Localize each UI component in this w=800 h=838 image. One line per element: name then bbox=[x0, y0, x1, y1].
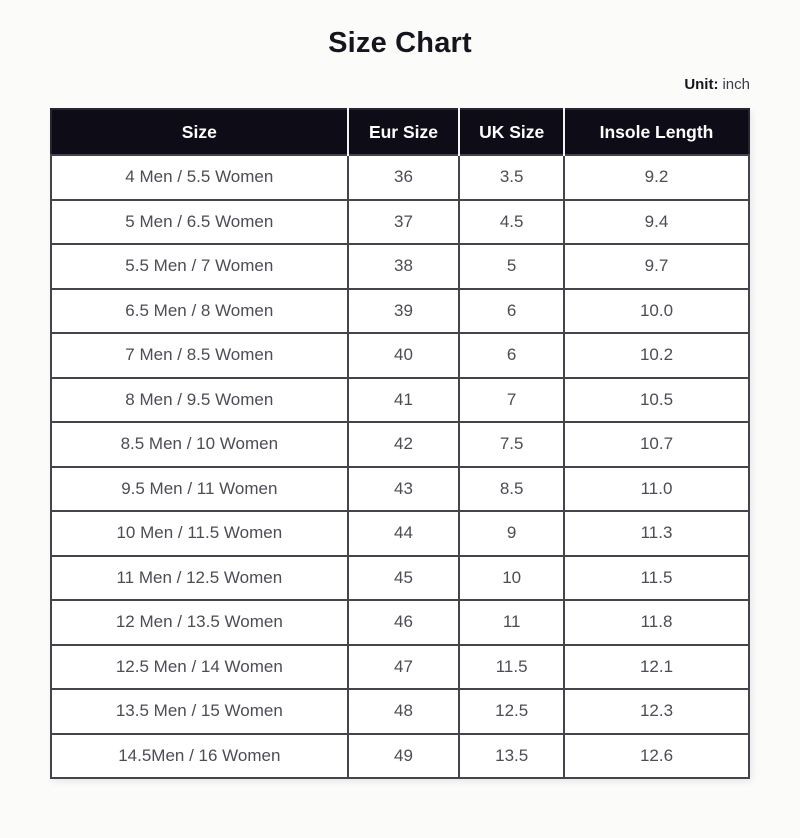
table-cell: 13.5 bbox=[459, 734, 564, 779]
table-row bbox=[51, 645, 749, 690]
table-cell: 40 bbox=[348, 333, 460, 378]
unit-label: Unit: bbox=[684, 76, 719, 93]
table-cell: 4.5 bbox=[459, 200, 564, 245]
table-cell: 10.7 bbox=[564, 422, 749, 467]
table-row bbox=[51, 734, 749, 779]
table-row bbox=[51, 600, 749, 645]
table-cell: 5.5 Men / 7 Women bbox=[51, 244, 348, 289]
table-cell: 10.5 bbox=[564, 378, 749, 423]
table-cell: 6 bbox=[459, 333, 564, 378]
unit-value: inch bbox=[722, 76, 750, 93]
table-body bbox=[51, 155, 749, 778]
table-cell: 42 bbox=[348, 422, 460, 467]
table-cell: 8.5 bbox=[459, 467, 564, 512]
table-cell: 12.5 bbox=[459, 689, 564, 734]
table-cell: 5 Men / 6.5 Women bbox=[51, 200, 348, 245]
size-chart-page bbox=[0, 27, 800, 779]
table-row bbox=[51, 422, 749, 467]
table-cell: 39 bbox=[348, 289, 460, 334]
table-cell: 38 bbox=[348, 244, 460, 289]
page-title: Size Chart bbox=[328, 27, 472, 59]
table-cell: 6.5 Men / 8 Women bbox=[51, 289, 348, 334]
table-cell: 10 bbox=[459, 556, 564, 601]
table-row bbox=[51, 289, 749, 334]
table-cell: 11.5 bbox=[564, 556, 749, 601]
table-cell: 12 Men / 13.5 Women bbox=[51, 600, 348, 645]
table-cell: 37 bbox=[348, 200, 460, 245]
table-cell: 11.5 bbox=[459, 645, 564, 690]
table-cell: 7 Men / 8.5 Women bbox=[51, 333, 348, 378]
table-cell: 5 bbox=[459, 244, 564, 289]
table-cell: 9.5 Men / 11 Women bbox=[51, 467, 348, 512]
table-cell: 10.2 bbox=[564, 333, 749, 378]
table-cell: 8.5 Men / 10 Women bbox=[51, 422, 348, 467]
table-cell: 8 Men / 9.5 Women bbox=[51, 378, 348, 423]
table-cell: 11 bbox=[459, 600, 564, 645]
table-cell: 12.6 bbox=[564, 734, 749, 779]
table-cell: 41 bbox=[348, 378, 460, 423]
table-cell: 14.5Men / 16 Women bbox=[51, 734, 348, 779]
unit-line bbox=[50, 76, 750, 93]
table-row bbox=[51, 333, 749, 378]
table-row bbox=[51, 378, 749, 423]
table-cell: 12.1 bbox=[564, 645, 749, 690]
table-cell: 11.8 bbox=[564, 600, 749, 645]
size-chart-table bbox=[50, 108, 750, 779]
table-cell: 7 bbox=[459, 378, 564, 423]
table-cell: 11.3 bbox=[564, 511, 749, 556]
table-row bbox=[51, 155, 749, 200]
table-row bbox=[51, 200, 749, 245]
table-cell: 7.5 bbox=[459, 422, 564, 467]
table-cell: 36 bbox=[348, 155, 460, 200]
table-cell: 4 Men / 5.5 Women bbox=[51, 155, 348, 200]
table-header-row bbox=[51, 109, 749, 155]
table-cell: 45 bbox=[348, 556, 460, 601]
column-header-insole-length: Insole Length bbox=[564, 109, 749, 155]
table-header bbox=[51, 109, 749, 155]
table-cell: 47 bbox=[348, 645, 460, 690]
table-cell: 48 bbox=[348, 689, 460, 734]
table-cell: 10.0 bbox=[564, 289, 749, 334]
table-cell: 9 bbox=[459, 511, 564, 556]
table-cell: 9.2 bbox=[564, 155, 749, 200]
table-cell: 43 bbox=[348, 467, 460, 512]
table-cell: 10 Men / 11.5 Women bbox=[51, 511, 348, 556]
column-header-size: Size bbox=[51, 109, 348, 155]
table-row bbox=[51, 244, 749, 289]
table-cell: 46 bbox=[348, 600, 460, 645]
table-cell: 6 bbox=[459, 289, 564, 334]
table-cell: 9.7 bbox=[564, 244, 749, 289]
table-row bbox=[51, 556, 749, 601]
table-row bbox=[51, 511, 749, 556]
table-cell: 12.5 Men / 14 Women bbox=[51, 645, 348, 690]
table-cell: 11 Men / 12.5 Women bbox=[51, 556, 348, 601]
table-row bbox=[51, 467, 749, 512]
table-cell: 3.5 bbox=[459, 155, 564, 200]
table-row bbox=[51, 689, 749, 734]
column-header-eur-size: Eur Size bbox=[348, 109, 460, 155]
table-cell: 9.4 bbox=[564, 200, 749, 245]
table-cell: 49 bbox=[348, 734, 460, 779]
table-cell: 12.3 bbox=[564, 689, 749, 734]
table-cell: 44 bbox=[348, 511, 460, 556]
column-header-uk-size: UK Size bbox=[459, 109, 564, 155]
table-cell: 11.0 bbox=[564, 467, 749, 512]
table-cell: 13.5 Men / 15 Women bbox=[51, 689, 348, 734]
